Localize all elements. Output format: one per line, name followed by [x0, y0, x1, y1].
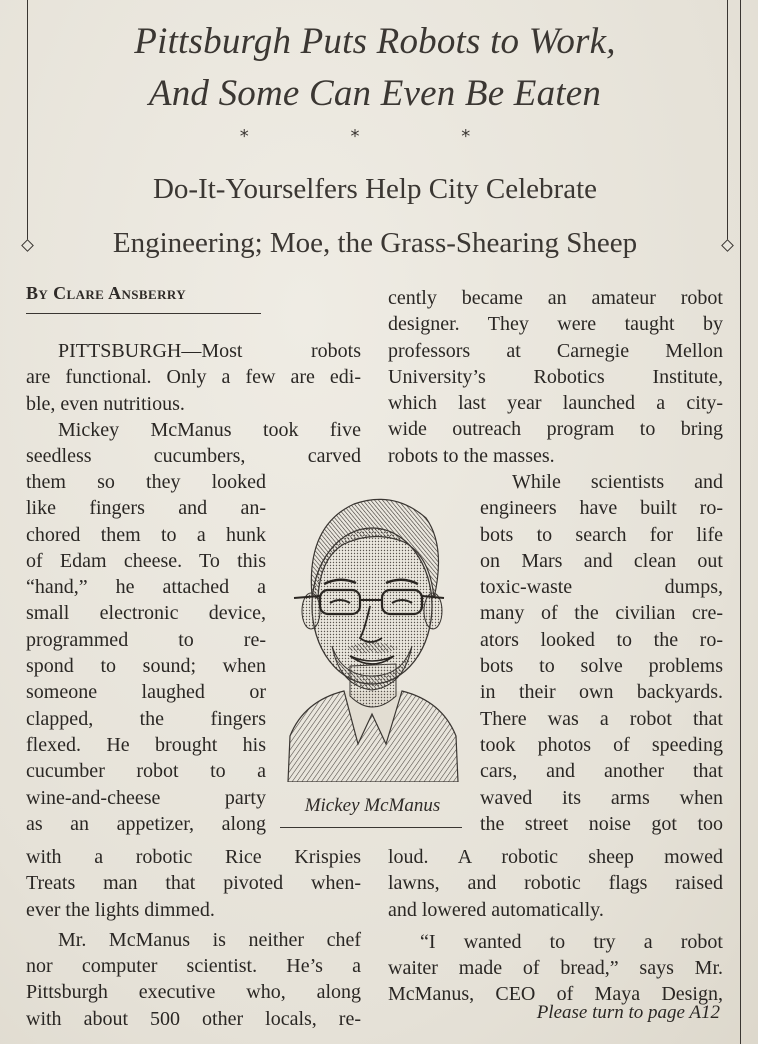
text-line: chored them to a hunk [26, 523, 266, 546]
text-line: ever the lights dimmed. [26, 898, 215, 921]
column-1-wrap [26, 469, 266, 837]
text-line: and lowered automatically. [388, 898, 604, 921]
byline: By Clare Ansberry [26, 283, 186, 303]
text-line: in their own backyards. [480, 681, 723, 704]
text-line: robots to the masses. [388, 444, 555, 467]
text-line: University’s Robotics Institute, [388, 365, 723, 388]
column-1-bottom [26, 844, 361, 1032]
caption-rule [280, 827, 462, 828]
text-line: clapped, the fingers [26, 707, 266, 730]
text-line: Mr. McManus is neither chef [58, 928, 361, 951]
text-line: cucumber robot to a [26, 760, 266, 783]
text-line: designer. They were taught by [388, 313, 723, 336]
portrait-caption: Mickey McManus [304, 795, 441, 816]
deck-line-1: Do-It-Yourselfers Help City Celebrate [152, 173, 598, 205]
text-line: wide outreach program to bring [388, 418, 723, 441]
text-line: took photos of speeding [480, 733, 723, 756]
text-line: ble, even nutritious. [26, 392, 185, 415]
headline-line-1: Pittsburgh Puts Robots to Work, [134, 21, 616, 62]
text-line: engineers have built ro- [480, 497, 723, 520]
deck-line-2: Engineering; Moe, the Grass-Shearing Sheep [112, 227, 638, 259]
headline-separator: * * * [239, 126, 519, 147]
text-line: small electronic device, [26, 602, 266, 625]
text-line: are functional. Only a few are edi- [26, 366, 361, 389]
text-line: ators looked to the ro- [480, 628, 723, 651]
text-line: of Edam cheese. To this [26, 549, 266, 572]
text-line: professors at Carnegie Mellon [388, 339, 723, 362]
text-line: There was a robot that [480, 707, 723, 730]
text-line: spond to sound; when [26, 655, 266, 678]
text-line: someone laughed or [26, 681, 266, 704]
text-line: cars, and another that [480, 760, 723, 783]
text-line: “hand,” he attached a [26, 576, 266, 599]
text-line: with about 500 other locals, re- [26, 1007, 361, 1030]
text-line: wine-and-cheese party [26, 786, 266, 809]
text-line: waved its arms when [480, 786, 723, 809]
text-line: Mickey McManus took five [58, 418, 361, 441]
headline-line-2: And Some Can Even Be Eaten [148, 73, 602, 114]
text-line: them so they looked [26, 471, 266, 493]
text-line: loud. A robotic sheep mowed [388, 846, 723, 868]
text-line: bots to search for life [480, 523, 723, 546]
text-line: bots to solve problems [480, 655, 723, 678]
text-line: waiter made of bread,” says Mr. [388, 957, 723, 980]
text-line: many of the civilian cre- [480, 602, 723, 625]
column-2-bottom [388, 844, 723, 1008]
frame-right-rule [727, 0, 728, 243]
page-edge-rule [740, 0, 741, 1044]
text-line: nor computer scientist. He’s a [26, 955, 361, 978]
column-2-wrap [480, 469, 723, 837]
jump-line: Please turn to page A12 [536, 1002, 720, 1023]
column-1-top [26, 338, 361, 469]
byline-rule [26, 313, 261, 314]
text-line: the street noise got too [480, 812, 723, 835]
text-line: McManus, CEO of Maya Design, [388, 983, 723, 1006]
text-line: Pittsburgh executive who, along [26, 981, 361, 1004]
text-line: toxic-waste dumps, [480, 576, 723, 599]
text-line: lawns, and robotic flags raised [388, 872, 723, 895]
text-line: While scientists and [512, 471, 723, 493]
text-line: cently became an amateur robot [388, 287, 723, 309]
portrait-illustration [284, 486, 460, 782]
text-line: flexed. He brought his [26, 733, 266, 756]
frame-left-rule [27, 0, 28, 243]
text-line: Treats man that pivoted when- [26, 872, 361, 895]
text-line: on Mars and clean out [480, 549, 723, 572]
text-line: “I wanted to try a robot [420, 930, 723, 953]
column-2-top [388, 285, 723, 469]
text-line: PITTSBURGH—Most robots [58, 340, 361, 362]
text-line: programmed to re- [26, 628, 266, 651]
text-line: like fingers and an- [26, 497, 266, 520]
text-line: seedless cucumbers, carved [26, 445, 361, 468]
text-line: with a robotic Rice Krispies [26, 846, 361, 868]
text-line: as an appetizer, along [26, 812, 266, 835]
text-line: which last year launched a city- [388, 392, 723, 415]
